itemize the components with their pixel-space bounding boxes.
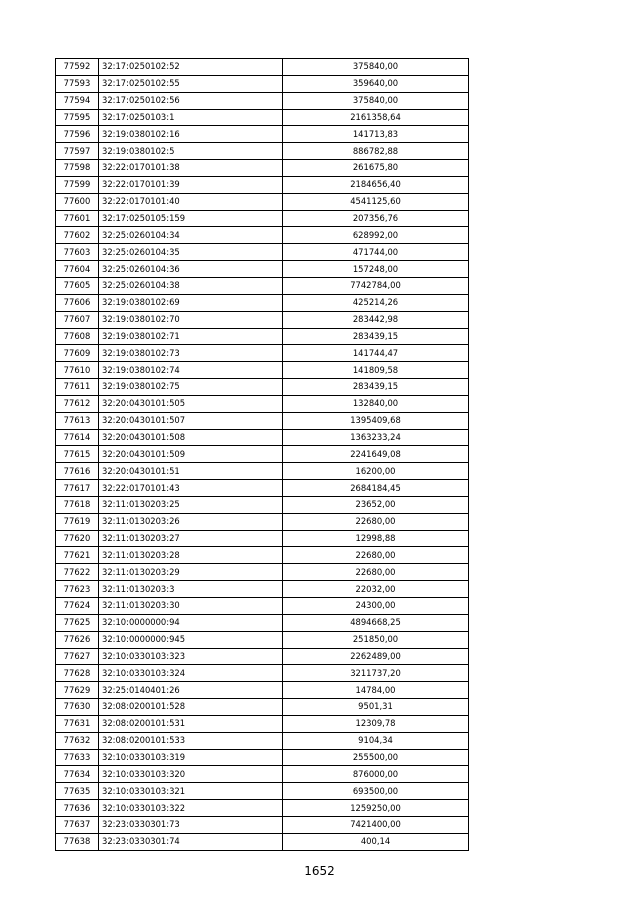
table-row xyxy=(56,328,469,345)
table-row xyxy=(56,496,469,513)
value-cell: 400,14 xyxy=(283,833,469,850)
row-number-cell: 77610 xyxy=(56,362,99,379)
table-row xyxy=(56,816,469,833)
row-number-cell: 77599 xyxy=(56,176,99,193)
value-cell: 471744,00 xyxy=(283,244,469,261)
table-row xyxy=(56,715,469,732)
cadastral-number-cell: 32:19:0380102:69 xyxy=(99,294,283,311)
cadastral-number-cell: 32:17:0250103:1 xyxy=(99,109,283,126)
cadastral-number-cell: 32:10:0330103:320 xyxy=(99,766,283,783)
table-row xyxy=(56,210,469,227)
row-number-cell: 77626 xyxy=(56,631,99,648)
row-number-cell: 77615 xyxy=(56,446,99,463)
value-cell: 375840,00 xyxy=(283,59,469,76)
value-cell: 628992,00 xyxy=(283,227,469,244)
cadastral-number-cell: 32:10:0330103:324 xyxy=(99,665,283,682)
value-cell: 1363233,24 xyxy=(283,429,469,446)
value-cell: 1395409,68 xyxy=(283,412,469,429)
table-row xyxy=(56,395,469,412)
value-cell: 283439,15 xyxy=(283,328,469,345)
row-number-cell: 77621 xyxy=(56,547,99,564)
row-number-cell: 77620 xyxy=(56,530,99,547)
cadastral-number-cell: 32:25:0140401:26 xyxy=(99,682,283,699)
row-number-cell: 77609 xyxy=(56,345,99,362)
cadastral-number-cell: 32:22:0170101:43 xyxy=(99,480,283,497)
value-cell: 261675,80 xyxy=(283,160,469,177)
cadastral-number-cell: 32:20:0430101:507 xyxy=(99,412,283,429)
table-row xyxy=(56,749,469,766)
cadastral-number-cell: 32:11:0130203:30 xyxy=(99,598,283,615)
cadastral-number-cell: 32:19:0380102:16 xyxy=(99,126,283,143)
table-row xyxy=(56,783,469,800)
cadastral-number-cell: 32:10:0000000:94 xyxy=(99,614,283,631)
value-cell: 141713,83 xyxy=(283,126,469,143)
row-number-cell: 77606 xyxy=(56,294,99,311)
cadastral-number-cell: 32:19:0380102:75 xyxy=(99,379,283,396)
table-row xyxy=(56,193,469,210)
value-cell: 22680,00 xyxy=(283,564,469,581)
cadastral-number-cell: 32:19:0380102:74 xyxy=(99,362,283,379)
value-cell: 12998,88 xyxy=(283,530,469,547)
cadastral-number-cell: 32:10:0330103:322 xyxy=(99,800,283,817)
cadastral-number-cell: 32:22:0170101:39 xyxy=(99,176,283,193)
table-row xyxy=(56,294,469,311)
row-number-cell: 77605 xyxy=(56,277,99,294)
cadastral-number-cell: 32:17:0250102:56 xyxy=(99,92,283,109)
row-number-cell: 77616 xyxy=(56,463,99,480)
value-cell: 9501,31 xyxy=(283,699,469,716)
table-row xyxy=(56,261,469,278)
table-row xyxy=(56,412,469,429)
value-cell: 4541125,60 xyxy=(283,193,469,210)
table-row xyxy=(56,109,469,126)
table-row xyxy=(56,176,469,193)
table-row xyxy=(56,699,469,716)
table-row xyxy=(56,682,469,699)
value-cell: 4894668,25 xyxy=(283,614,469,631)
value-cell: 157248,00 xyxy=(283,261,469,278)
table-row xyxy=(56,547,469,564)
table-row xyxy=(56,160,469,177)
cadastral-number-cell: 32:08:0200101:533 xyxy=(99,732,283,749)
value-cell: 22680,00 xyxy=(283,513,469,530)
cadastral-number-cell: 32:17:0250102:55 xyxy=(99,75,283,92)
cadastral-number-cell: 32:25:0260104:36 xyxy=(99,261,283,278)
cadastral-number-cell: 32:11:0130203:27 xyxy=(99,530,283,547)
row-number-cell: 77624 xyxy=(56,598,99,615)
value-cell: 132840,00 xyxy=(283,395,469,412)
row-number-cell: 77623 xyxy=(56,581,99,598)
value-cell: 251850,00 xyxy=(283,631,469,648)
cadastral-number-cell: 32:17:0250105:159 xyxy=(99,210,283,227)
value-cell: 375840,00 xyxy=(283,92,469,109)
row-number-cell: 77630 xyxy=(56,699,99,716)
row-number-cell: 77622 xyxy=(56,564,99,581)
cadastral-number-cell: 32:10:0330103:323 xyxy=(99,648,283,665)
row-number-cell: 77592 xyxy=(56,59,99,76)
table-row xyxy=(56,766,469,783)
cadastral-number-cell: 32:08:0200101:531 xyxy=(99,715,283,732)
page-number: 1652 xyxy=(304,864,335,878)
value-cell: 141809,58 xyxy=(283,362,469,379)
row-number-cell: 77598 xyxy=(56,160,99,177)
row-number-cell: 77594 xyxy=(56,92,99,109)
value-cell: 876000,00 xyxy=(283,766,469,783)
row-number-cell: 77617 xyxy=(56,480,99,497)
table-body xyxy=(56,59,469,851)
value-cell: 14784,00 xyxy=(283,682,469,699)
value-cell: 141744,47 xyxy=(283,345,469,362)
cadastral-number-cell: 32:10:0330103:319 xyxy=(99,749,283,766)
table-row xyxy=(56,564,469,581)
value-cell: 22032,00 xyxy=(283,581,469,598)
row-number-cell: 77595 xyxy=(56,109,99,126)
cadastral-number-cell: 32:11:0130203:25 xyxy=(99,496,283,513)
table-row xyxy=(56,513,469,530)
table-row xyxy=(56,480,469,497)
value-cell: 24300,00 xyxy=(283,598,469,615)
cadastral-number-cell: 32:20:0430101:509 xyxy=(99,446,283,463)
row-number-cell: 77628 xyxy=(56,665,99,682)
table-row xyxy=(56,227,469,244)
cadastral-number-cell: 32:10:0330103:321 xyxy=(99,783,283,800)
cadastral-number-cell: 32:17:0250102:52 xyxy=(99,59,283,76)
table-row xyxy=(56,362,469,379)
table-row xyxy=(56,665,469,682)
value-cell: 2241649,08 xyxy=(283,446,469,463)
value-cell: 425214,26 xyxy=(283,294,469,311)
cadastral-number-cell: 32:11:0130203:29 xyxy=(99,564,283,581)
cadastral-number-cell: 32:19:0380102:73 xyxy=(99,345,283,362)
table-row xyxy=(56,732,469,749)
value-cell: 7742784,00 xyxy=(283,277,469,294)
value-cell: 3211737,20 xyxy=(283,665,469,682)
value-cell: 23652,00 xyxy=(283,496,469,513)
table-row xyxy=(56,833,469,850)
cadastral-number-cell: 32:25:0260104:34 xyxy=(99,227,283,244)
cadastral-number-cell: 32:20:0430101:508 xyxy=(99,429,283,446)
cadastral-number-cell: 32:11:0130203:28 xyxy=(99,547,283,564)
row-number-cell: 77607 xyxy=(56,311,99,328)
row-number-cell: 77625 xyxy=(56,614,99,631)
cadastral-number-cell: 32:22:0170101:40 xyxy=(99,193,283,210)
table-row xyxy=(56,92,469,109)
row-number-cell: 77601 xyxy=(56,210,99,227)
value-cell: 693500,00 xyxy=(283,783,469,800)
row-number-cell: 77611 xyxy=(56,379,99,396)
row-number-cell: 77612 xyxy=(56,395,99,412)
value-cell: 9104,34 xyxy=(283,732,469,749)
cadastral-number-cell: 32:23:0330301:74 xyxy=(99,833,283,850)
row-number-cell: 77604 xyxy=(56,261,99,278)
table-row xyxy=(56,379,469,396)
row-number-cell: 77603 xyxy=(56,244,99,261)
value-cell: 359640,00 xyxy=(283,75,469,92)
value-cell: 12309,78 xyxy=(283,715,469,732)
cadastral-number-cell: 32:10:0000000:945 xyxy=(99,631,283,648)
row-number-cell: 77638 xyxy=(56,833,99,850)
value-cell: 886782,88 xyxy=(283,143,469,160)
row-number-cell: 77632 xyxy=(56,732,99,749)
row-number-cell: 77602 xyxy=(56,227,99,244)
cadastral-number-cell: 32:19:0380102:70 xyxy=(99,311,283,328)
row-number-cell: 77608 xyxy=(56,328,99,345)
row-number-cell: 77613 xyxy=(56,412,99,429)
row-number-cell: 77634 xyxy=(56,766,99,783)
row-number-cell: 77600 xyxy=(56,193,99,210)
value-cell: 16200,00 xyxy=(283,463,469,480)
table-row xyxy=(56,244,469,261)
value-cell: 283439,15 xyxy=(283,379,469,396)
value-cell: 1259250,00 xyxy=(283,800,469,817)
table-row xyxy=(56,446,469,463)
cadastral-number-cell: 32:19:0380102:71 xyxy=(99,328,283,345)
value-cell: 283442,98 xyxy=(283,311,469,328)
row-number-cell: 77637 xyxy=(56,816,99,833)
value-cell: 2184656,40 xyxy=(283,176,469,193)
row-number-cell: 77596 xyxy=(56,126,99,143)
row-number-cell: 77631 xyxy=(56,715,99,732)
table-row xyxy=(56,530,469,547)
row-number-cell: 77636 xyxy=(56,800,99,817)
table-row xyxy=(56,598,469,615)
value-cell: 2262489,00 xyxy=(283,648,469,665)
cadastral-number-cell: 32:19:0380102:5 xyxy=(99,143,283,160)
table-row xyxy=(56,277,469,294)
cadastral-number-cell: 32:23:0330301:73 xyxy=(99,816,283,833)
cadastral-number-cell: 32:20:0430101:505 xyxy=(99,395,283,412)
row-number-cell: 77618 xyxy=(56,496,99,513)
row-number-cell: 77593 xyxy=(56,75,99,92)
table-row xyxy=(56,311,469,328)
cadastral-number-cell: 32:25:0260104:35 xyxy=(99,244,283,261)
value-cell: 2684184,45 xyxy=(283,480,469,497)
table-row xyxy=(56,143,469,160)
cadastral-number-cell: 32:25:0260104:38 xyxy=(99,277,283,294)
value-cell: 7421400,00 xyxy=(283,816,469,833)
cadastral-number-cell: 32:11:0130203:3 xyxy=(99,581,283,598)
table-row xyxy=(56,581,469,598)
row-number-cell: 77633 xyxy=(56,749,99,766)
table-row xyxy=(56,648,469,665)
cadastral-number-cell: 32:20:0430101:51 xyxy=(99,463,283,480)
row-number-cell: 77614 xyxy=(56,429,99,446)
row-number-cell: 77635 xyxy=(56,783,99,800)
row-number-cell: 77619 xyxy=(56,513,99,530)
cadastral-number-cell: 32:08:0200101:528 xyxy=(99,699,283,716)
table-row xyxy=(56,631,469,648)
value-cell: 255500,00 xyxy=(283,749,469,766)
cadastral-number-cell: 32:22:0170101:38 xyxy=(99,160,283,177)
row-number-cell: 77597 xyxy=(56,143,99,160)
table-row xyxy=(56,59,469,76)
value-cell: 22680,00 xyxy=(283,547,469,564)
table-row xyxy=(56,345,469,362)
table-row xyxy=(56,126,469,143)
table-row xyxy=(56,614,469,631)
table-row xyxy=(56,800,469,817)
table-row xyxy=(56,429,469,446)
value-cell: 207356,76 xyxy=(283,210,469,227)
cadastral-number-cell: 32:11:0130203:26 xyxy=(99,513,283,530)
row-number-cell: 77629 xyxy=(56,682,99,699)
row-number-cell: 77627 xyxy=(56,648,99,665)
table-row xyxy=(56,75,469,92)
cadastral-value-table xyxy=(55,58,469,851)
table-row xyxy=(56,463,469,480)
value-cell: 2161358,64 xyxy=(283,109,469,126)
